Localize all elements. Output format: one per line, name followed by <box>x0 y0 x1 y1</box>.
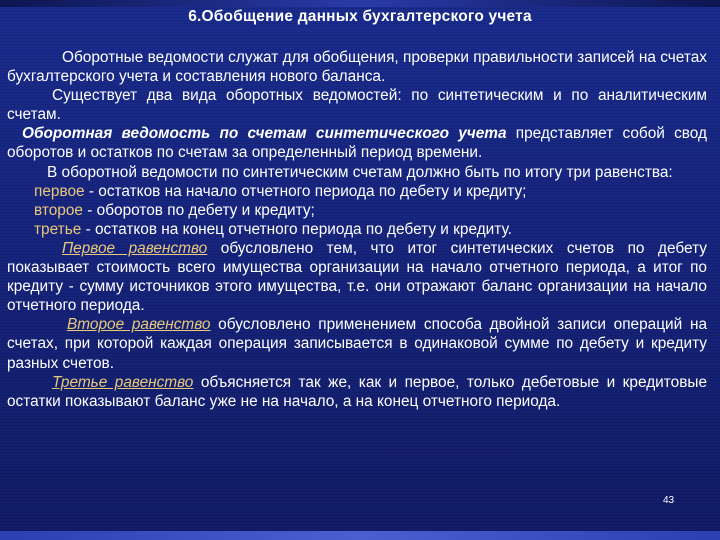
paragraph-first-equality <box>7 239 707 315</box>
explanation-text: объясняется так же, как и первое, только дебетовые и кредитовые остатки показывают баланс уже не на начало, а на конец отчетного периода. <box>7 373 707 410</box>
list-item-third <box>7 220 707 239</box>
definition-text: представляет собой свод оборотов и остатков по счетам за определенный период времени. <box>7 125 707 162</box>
list-item-key: второе <box>34 201 83 219</box>
paragraph-third-equality <box>7 373 707 411</box>
explanation-text: обусловлено применением способа двойной записи операций на счетах, при которой каждая операция записывается в одинаковой сумме по дебету и кредиту разных счетов. <box>7 316 707 372</box>
list-item-key: третье <box>34 220 82 238</box>
list-item-key: первое <box>34 182 85 200</box>
slide-body <box>7 48 707 411</box>
list-item-second <box>7 201 707 220</box>
term-first-equality: Первое равенство <box>62 239 208 257</box>
paragraph-equalities-intro: В оборотной ведомости по синтетическим счетам должно быть по итогу три равенства: <box>47 163 673 181</box>
list-item-text: - остатков на начало отчетного периода по дебету и кредиту; <box>84 182 527 200</box>
slide-title: 6.Обобщение данных бухгалтерского учета <box>188 8 532 25</box>
page-number: 43 <box>663 495 675 506</box>
paragraph-purpose: Оборотные ведомости служат для обобщения, проверки правильности записей на счетах бухгалтерского учета и составления нового баланса. <box>7 49 707 86</box>
slide-bottom-frame <box>0 531 720 540</box>
paragraph-second-equality <box>7 315 707 372</box>
term-third-equality: Третье равенство <box>52 373 194 391</box>
term-second-equality: Второе равенство <box>67 316 211 334</box>
list-item-first <box>7 182 707 201</box>
paragraph-types: Существует два вида оборотных ведомостей: по синтетическим и по аналитическим счетам. <box>7 87 707 124</box>
slide-top-frame <box>0 0 720 7</box>
explanation-text: обусловлено тем, что итог синтетических счетов по дебету показывает стоимость всего имущества организации на начало отчетного периода, а итог по кредиту - сумму источников этого имущества, т.е. они отражают баланс организации на начало отчетного периода. <box>7 239 707 315</box>
paragraph-definition <box>7 124 707 162</box>
emphasized-term: Оборотная ведомость по счетам синтетического учета <box>22 125 507 143</box>
list-item-text: - оборотов по дебету и кредиту; <box>82 201 315 219</box>
list-item-text: - остатков на конец отчетного периода по дебету и кредиту. <box>81 220 512 238</box>
